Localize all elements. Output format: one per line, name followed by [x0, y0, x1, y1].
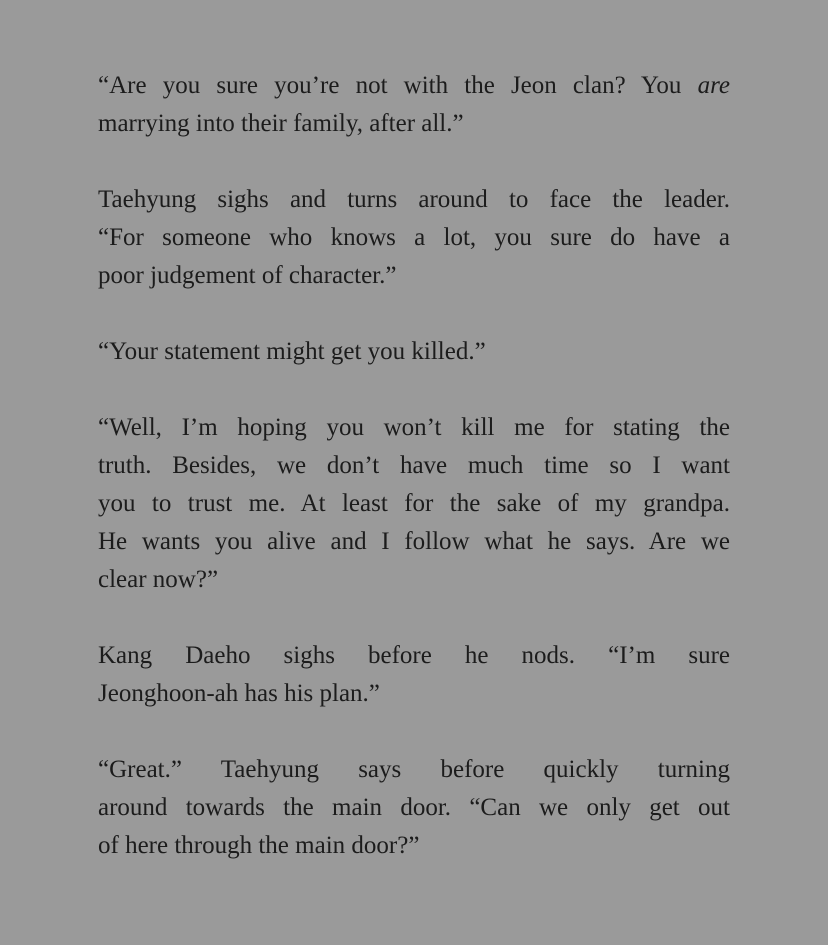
text-line: “For someone who knows a lot, you sure do have a [98, 224, 730, 251]
text-line: Taehyung sighs and turns around to face the leader. [98, 186, 730, 213]
paragraph-1 [98, 67, 730, 143]
paragraph-6 [98, 751, 730, 865]
text-line: truth. Besides, we don’t have much time so I want [98, 452, 730, 479]
text-line: Kang Daeho sighs before he nods. “I’m sure [98, 642, 730, 669]
text-line: marrying into their family, after all.” [98, 110, 464, 137]
text-line: of here through the main door?” [98, 832, 420, 859]
paragraph-3 [98, 333, 730, 371]
text-line: “Your statement might get you killed.” [98, 338, 486, 365]
text-line: poor judgement of character.” [98, 262, 397, 289]
text-line: Jeonghoon-ah has his plan.” [98, 680, 380, 707]
paragraph-2 [98, 181, 730, 295]
story-page [98, 67, 730, 903]
text-line [98, 67, 730, 105]
emphasis-text: are [697, 72, 730, 99]
paragraph-5 [98, 637, 730, 713]
text-line: you to trust me. At least for the sake of my grandpa. [98, 490, 730, 517]
text-line: around towards the main door. “Can we only get out [98, 794, 730, 821]
paragraph-4 [98, 409, 730, 599]
text-line: clear now?” [98, 566, 219, 593]
text-line: “Well, I’m hoping you won’t kill me for stating the [98, 414, 730, 441]
text-line: He wants you alive and I follow what he says. Are we [98, 528, 730, 555]
text-line: “Great.” Taehyung says before quickly turning [98, 756, 730, 783]
text-span: “Are you sure you’re not with the Jeon clan? You [98, 72, 698, 99]
